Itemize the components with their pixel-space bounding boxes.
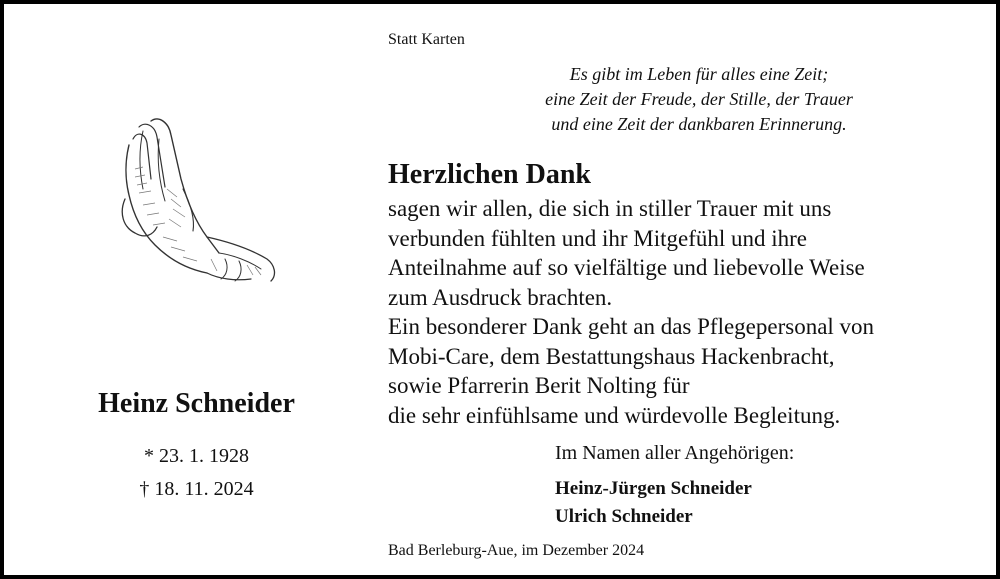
message-line: die sehr einfühlsame und würdevolle Begleitung. — [388, 402, 841, 428]
closing-line: Im Namen aller Angehörigen: — [555, 442, 795, 464]
poem-line: Es gibt im Leben für alles eine Zeit; — [569, 64, 829, 84]
signers — [555, 475, 752, 531]
birth-date: * 23. 1. 1928 — [144, 445, 249, 467]
signer-name: Ulrich Schneider — [555, 506, 693, 527]
message-line: verbunden fühlten und ihr Mitgefühl und ihre — [388, 225, 808, 251]
deceased-name: Heinz Schneider — [98, 388, 295, 419]
life-dates — [104, 440, 289, 506]
message-line: Anteilnahme auf so vielfältige und liebevolle Weise — [388, 255, 865, 280]
death-date: † 18. 11. 2024 — [139, 478, 254, 500]
message-line: Ein besonderer Dank geht an das Pflegepersonal von — [388, 314, 875, 339]
poem — [464, 62, 934, 137]
signer-name: Heinz-Jürgen Schneider — [555, 478, 752, 499]
message-line: sagen wir allen, die sich in stiller Trauer mit uns — [388, 196, 832, 221]
message-line: Mobi-Care, dem Bestattungshaus Hackenbracht, — [388, 343, 835, 369]
poem-line: und eine Zeit der dankbaren Erinnerung. — [551, 114, 847, 134]
statt-karten-label: Statt Karten — [388, 31, 465, 48]
thanks-message — [388, 194, 874, 430]
message-line: sowie Pfarrerin Berit Nolting für — [388, 373, 690, 398]
thanks-title: Herzlichen Dank — [388, 159, 591, 190]
message-line: zum Ausdruck brachten. — [388, 284, 613, 310]
poem-line: eine Zeit der Freude, der Stille, der Trauer — [545, 89, 853, 109]
praying-hands-icon — [99, 109, 284, 289]
place-date: Bad Berleburg-Aue, im Dezember 2024 — [388, 542, 645, 559]
